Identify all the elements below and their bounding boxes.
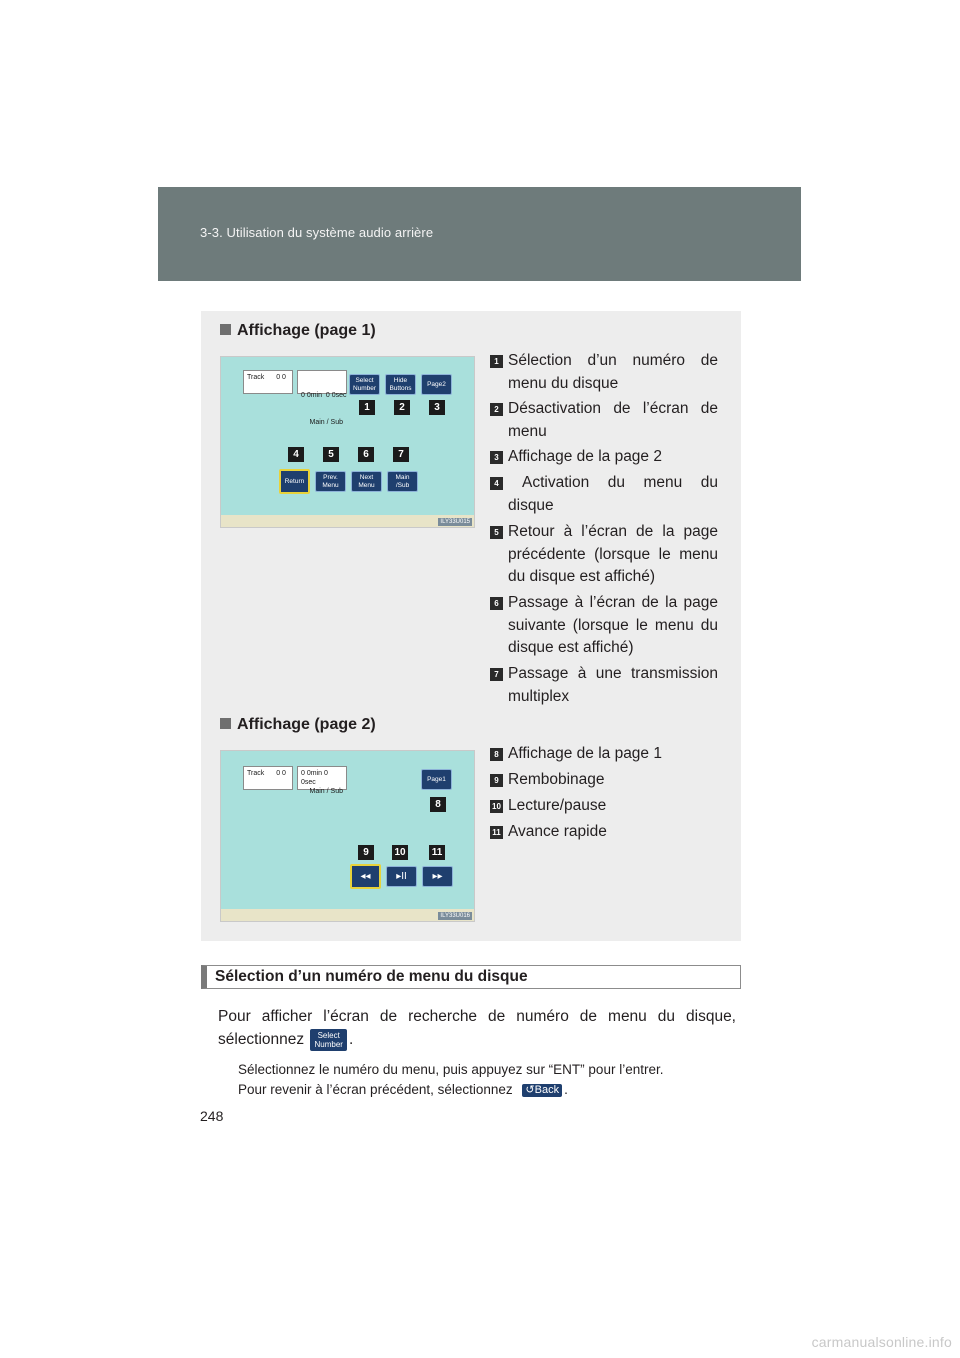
watermark: carmanualsonline.info — [811, 1334, 952, 1350]
section-heading-text: Sélection d’un numéro de menu du disque — [215, 968, 528, 985]
list-item-text: Rembobinage — [508, 771, 605, 788]
page2-heading-text: Affichage (page 2) — [237, 716, 376, 733]
square-bullet-icon — [220, 718, 231, 729]
track-label: Track — [247, 374, 265, 381]
prev-menu-button[interactable]: Prev. Menu — [315, 471, 346, 492]
page2-button[interactable]: Page2 — [421, 374, 452, 395]
figure-code: ILY33U015 — [440, 519, 470, 525]
list-item — [490, 446, 718, 469]
rewind-icon: ◂◂ — [360, 870, 371, 882]
rewind-button[interactable] — [350, 864, 381, 889]
time-box — [297, 766, 347, 795]
callout-2: 2 — [394, 400, 410, 415]
callout-10: 10 — [392, 845, 408, 860]
time-box — [297, 370, 347, 426]
callout-9: 9 — [358, 845, 374, 860]
callout-11: 11 — [429, 845, 445, 860]
next-menu-button[interactable]: Next Menu — [351, 471, 382, 492]
list-item-text: Retour à l’écran de la page précédente (lorsque le menu du disque est affiché) — [508, 523, 718, 585]
list-item — [490, 769, 718, 792]
track-value: 0 0 — [276, 770, 286, 777]
track-box — [243, 370, 293, 394]
time-value: 0 0min 0 0sec — [301, 392, 347, 399]
number-marker: 4 — [490, 477, 503, 490]
list-item — [490, 398, 718, 443]
list-item-text: Activation du menu du disque — [508, 474, 718, 514]
page2-heading — [220, 716, 376, 734]
number-marker: 7 — [490, 668, 503, 681]
screen-footer-strip — [221, 909, 474, 921]
page1-button[interactable]: Page1 — [421, 769, 452, 790]
list-item-text: Passage à une transmission multiplex — [508, 665, 718, 705]
body-paragraph — [218, 1005, 736, 1051]
hide-buttons-button[interactable]: Hide Buttons — [385, 374, 416, 395]
track-label: Track — [247, 770, 265, 777]
chapter-header — [158, 187, 801, 281]
fast-forward-icon: ▸▸ — [432, 870, 443, 882]
time-sub: Main / Sub — [309, 788, 343, 795]
number-marker: 1 — [490, 355, 503, 368]
list-item-text: Avance rapide — [508, 823, 607, 840]
screen-page1 — [220, 356, 475, 528]
return-button[interactable]: Return — [279, 469, 310, 494]
list-item-text: Lecture/pause — [508, 797, 607, 814]
number-marker: 3 — [490, 451, 503, 464]
note-2-text: Pour revenir à l’écran précédent, sélectionnez — [238, 1082, 513, 1097]
list-item-text: Passage à l’écran de la page suivante (lorsque le menu du disque est affiché) — [508, 594, 718, 656]
page1-heading — [220, 322, 376, 340]
list-item-text: Désactivation de l’écran de menu — [508, 400, 718, 440]
paragraph-end: . — [348, 1031, 354, 1048]
play-pause-button[interactable] — [386, 866, 417, 887]
select-number-inline-button: Select Number — [310, 1029, 346, 1051]
back-inline-button: ↺Back — [522, 1084, 562, 1097]
list-item — [490, 521, 718, 589]
square-bullet-icon — [220, 324, 231, 335]
track-value: 0 0 — [276, 374, 286, 381]
callout-1: 1 — [359, 400, 375, 415]
callout-8: 8 — [430, 797, 446, 812]
number-marker: 11 — [490, 826, 503, 839]
list-item — [490, 350, 718, 395]
callout-7: 7 — [393, 447, 409, 462]
list-item-text: Affichage de la page 2 — [508, 448, 662, 465]
figure-code: ILY33U016 — [440, 913, 470, 919]
number-marker: 6 — [490, 597, 503, 610]
note-1: Sélectionnez le numéro du menu, puis appuyez sur “ENT” pour l’entrer. — [238, 1062, 664, 1077]
list-item — [490, 592, 718, 660]
chapter-title: 3-3. Utilisation du système audio arrière — [200, 225, 434, 240]
number-marker: 10 — [490, 800, 503, 813]
track-box — [243, 766, 293, 790]
number-marker: 2 — [490, 403, 503, 416]
time-sub: Main / Sub — [309, 419, 343, 426]
main-sub-button[interactable]: Main /Sub — [387, 471, 418, 492]
callout-6: 6 — [358, 447, 374, 462]
callout-5: 5 — [323, 447, 339, 462]
list-item-text: Affichage de la page 1 — [508, 745, 662, 762]
number-marker: 8 — [490, 748, 503, 761]
list-item — [490, 795, 718, 818]
screen-page2 — [220, 750, 475, 922]
section-heading — [201, 965, 741, 989]
list-item — [490, 821, 718, 844]
number-marker: 5 — [490, 526, 503, 539]
note-2 — [238, 1080, 738, 1100]
note-2-end: . — [564, 1082, 568, 1097]
list-item — [490, 663, 718, 708]
number-marker: 9 — [490, 774, 503, 787]
page-number: 248 — [200, 1108, 224, 1124]
list-item-text: Sélection d’un numéro de menu du disque — [508, 352, 718, 392]
screen-footer-strip — [221, 515, 474, 527]
fast-forward-button[interactable] — [422, 866, 453, 887]
select-number-button[interactable]: Select Number — [349, 374, 380, 395]
list-item — [490, 743, 718, 766]
callout-3: 3 — [429, 400, 445, 415]
page1-heading-text: Affichage (page 1) — [237, 322, 376, 339]
play-pause-icon: ▸II — [396, 870, 407, 882]
callout-4: 4 — [288, 447, 304, 462]
list-item — [490, 472, 718, 517]
paragraph-text: Pour afficher l’écran de recherche de numéro de menu du disque, sélectionnez — [218, 1008, 736, 1048]
time-value: 0 0min 0 0sec — [301, 770, 328, 786]
